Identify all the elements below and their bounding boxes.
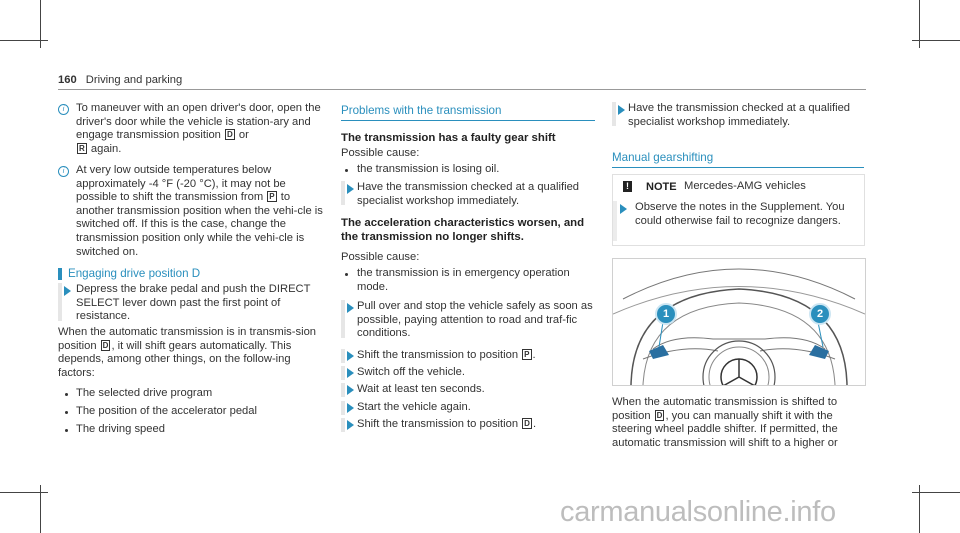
step-arrow-icon: [347, 420, 354, 430]
step-bar: [341, 418, 345, 432]
transmission-key-d: D: [656, 410, 663, 420]
list-item: The driving speed: [76, 423, 165, 435]
watermark: carmanualsonline.info: [560, 496, 836, 528]
step-text: Depress the brake pedal and push the DIRECT SELECT lever down past the first point of resistance.: [76, 283, 311, 323]
step-text: Shift the transmission to position P .: [357, 349, 536, 361]
step-bar: [341, 181, 345, 205]
transmission-key-r: R: [79, 143, 85, 153]
section-name: Driving and parking: [85, 74, 183, 86]
list-item: The position of the accelerator pedal: [76, 405, 257, 417]
step-arrow-icon: [347, 184, 354, 194]
transmission-key-p: P: [269, 192, 275, 202]
subheading: The transmission has a faulty gear shift: [341, 132, 556, 144]
step-arrow-icon: [620, 204, 627, 214]
callout-badge: 2: [809, 303, 831, 325]
heading-marker: [58, 268, 62, 280]
step-bar: [341, 383, 345, 397]
step-arrow-icon: [347, 385, 354, 395]
section-title: Problems with the transmission: [341, 104, 595, 121]
possible-cause-label: Possible cause:: [341, 147, 420, 159]
step-arrow-icon: [347, 351, 354, 361]
bullet-icon: [345, 169, 348, 172]
step-text: Shift the transmission to position D .: [357, 418, 537, 430]
page-header: [58, 74, 182, 88]
step-bar: [341, 300, 345, 338]
subheading: The acceleration characteristics worsen, and the transmission no longer shifts.: [341, 217, 585, 243]
paragraph: When the automatic transmission is shifted to position D , you can manually shift it with the steering wheel paddle shifter. If permitted, the automatic transmission will shift to a higher or: [612, 396, 838, 449]
bullet-icon: [65, 393, 68, 396]
step-arrow-icon: [347, 303, 354, 313]
transmission-key-p: P: [524, 350, 530, 359]
header-rule: [58, 89, 866, 90]
step-bar: [341, 366, 345, 380]
step-arrow-icon: [347, 403, 354, 413]
crop-mark: [912, 40, 960, 41]
bullet-icon: [65, 429, 68, 432]
warning-icon: !: [623, 181, 632, 192]
info-note-1: To maneuver with an open driver's door, open the driver's door while the vehicle is station-ary and engage transmission position D or R again.: [76, 102, 321, 155]
step-arrow-icon: [64, 286, 71, 296]
list-item: The selected drive program: [76, 387, 213, 399]
info-note-2: At very low outside temperatures below approximately -4 °F (-20 °C), it may not be possible to shift the transmission from P to another transmission position when the vehi-cle is switched off. If this is the case, change the transmission position only while the vehi-cle is switched on.: [76, 164, 323, 258]
step-arrow-icon: [618, 105, 625, 115]
crop-mark: [0, 492, 48, 493]
step-text: Switch off the vehicle.: [357, 366, 465, 378]
transmission-key-d: D: [102, 340, 109, 350]
info-icon: i: [58, 104, 69, 115]
transmission-key-d: D: [524, 419, 530, 428]
step-text: Wait at least ten seconds.: [357, 383, 485, 395]
note-label: NOTE: [646, 181, 677, 193]
section-heading: Engaging drive position D: [68, 267, 201, 280]
step-arrow-icon: [347, 368, 354, 378]
crop-mark: [912, 492, 960, 493]
step-bar: [613, 201, 617, 241]
page-number: 160: [58, 74, 77, 86]
list-item: the transmission is losing oil.: [357, 163, 500, 175]
bullet-icon: [345, 273, 348, 276]
callout-badge: 1: [655, 303, 677, 325]
bullet-icon: [65, 411, 68, 414]
note-text: Observe the notes in the Supplement. You could otherwise fail to recognize dangers.: [635, 201, 845, 227]
step-text: Start the vehicle again.: [357, 401, 471, 413]
step-bar: [341, 349, 345, 363]
note-title: Mercedes-AMG vehicles: [684, 180, 806, 192]
step-text: Pull over and stop the vehicle safely as soon as possible, paying attention to road and traf-fic conditions.: [357, 300, 593, 340]
step-bar: [612, 102, 616, 126]
transmission-key-d: D: [227, 130, 233, 140]
steering-wheel-illustration: [612, 258, 866, 386]
list-item: the transmission is in emergency operation mode.: [357, 267, 570, 293]
info-icon: i: [58, 166, 69, 177]
paragraph: When the automatic transmission is in transmis-sion position D , it will shift gears automatically. This depends, among other things, on the follow-ing factors:: [58, 326, 317, 379]
possible-cause-label: Possible cause:: [341, 251, 420, 263]
step-bar: [341, 401, 345, 415]
step-text: Have the transmission checked at a qualified specialist workshop immediately.: [628, 102, 851, 128]
note-box: [612, 174, 865, 246]
crop-mark: [0, 40, 48, 41]
step-text: Have the transmission checked at a qualified specialist workshop immediately.: [357, 181, 580, 207]
step-bar: [58, 283, 62, 321]
section-title: Manual gearshifting: [612, 151, 864, 168]
